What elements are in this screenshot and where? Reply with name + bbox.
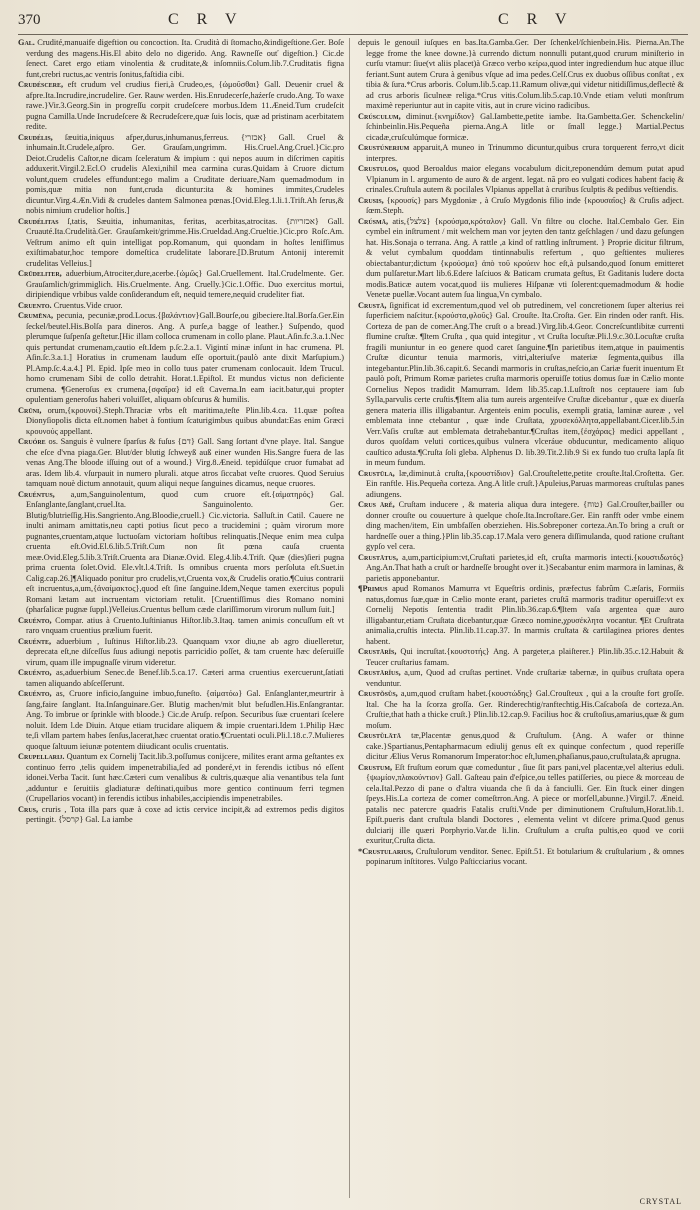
dictionary-entry bbox=[358, 731, 684, 763]
left-column bbox=[18, 38, 344, 1200]
dictionary-entry bbox=[358, 647, 684, 668]
entry-headword: Cruſtum, bbox=[358, 762, 393, 772]
running-head-right: C R V bbox=[498, 11, 574, 28]
entry-headword: Crúſculum, bbox=[358, 111, 401, 121]
dictionary-entry bbox=[18, 490, 344, 616]
dictionary-entry bbox=[18, 437, 344, 490]
entry-text: apparuit,A muneo in Trinummo dicuntur,quibus crura torquerent ferro,vt dicit interpres. bbox=[366, 143, 684, 163]
entry-headword: Cruento. bbox=[18, 300, 52, 310]
entry-text: aduerbium , Iuſtinus Hiſtor.lib.23. Quanquam vxor diu,ne ab agro diuelleretur, deprecata eſt,ne diſceſſus ſuus adiungi nepotis parricidio poſſet, & tam cruente hæc deſeruiſſe virum, quam ille impugnaſſe virum videretur. bbox=[26, 636, 344, 667]
entry-text: quod Beroaldus maior elegans vocabulum dicit,reponendúm demum putat apud Vlpianum in l. argumento de auro & de argent. legat. nā pro eo vulgati codices habent facię & crinales.Cruſtula autem & pocilales Vlpianus appellat à cruribus ſculptis & pedibus veſtiendis. bbox=[366, 164, 684, 194]
dictionary-entry bbox=[18, 637, 344, 669]
dictionary-entry bbox=[358, 584, 684, 647]
entry-text: tæ,Placentæ genus,quod & Cruſtulum. {Ang. A wafer or thinne cake.}Spartianus,Pentapharmacum ediulij genus eſt ex quinque confectum , quod reperiſſe dicitur Ælius Verus Romanorum Imperator:hoc eſt,lumen,phaſianus,pauo,cruſtulata,& aprugna. bbox=[366, 731, 684, 761]
entry-headword: Cruſtŭlātā bbox=[358, 731, 401, 740]
entry-text: a,um,quod cruſtam habet.{κουστώδης} Gal.Crouſteux , qui a la crouſte fort groſſe. Ital. Che ha la ſcorza groſſa. Ger. Rinderechtig/ranftechtig.His.Caſcaboſa de corteza.An. Cruſtie,that hath a thicke cruſt.} Plin.lib.12.cap.9. Facilius hoc & cruſtoſius,amarius,quæ & gum moſum. bbox=[366, 689, 684, 730]
entry-headword: Crudélitas bbox=[18, 216, 59, 226]
dictionary-entry bbox=[18, 616, 344, 637]
entry-text: aduerbium,Atrociter,dure,acerbe.{ὠμῶς} Gal.Cruellement. Ital.Crudelmente. Ger. Grauſamlich/grimmiglich. His.Cruelmente. Ang. Cruelly.}Cic.1.Offic. Duo exercitus mortui, diripiendique vrbibus valde conſiderandum eſt, nequid temere,nequid crudeliter fiat. bbox=[26, 269, 344, 299]
entry-text: eft crudum vel crudius fieri,à Crudeo,es, {ὠμοῦσθαι} Gall. Deuenir cruel & afpre.Ita.Incrudire,incrudelire. Ger. Rauw werden. His.Enrudecerſe,haźerſe crudo.Ang. To waxe rawe.}Vir.3.Georg.Sin in progreſſu corpit crudeſcere morbus.Idem 11.Æneid.Tum crudeſcit pugna Camilla.Unde Incrudeſcere & Recrudeſcere,quæ ſuis locis, quæ ad pristinam acerbitatem redite. bbox=[26, 80, 344, 131]
entry-text: a,um,Sanguinolentum, quod cum cruore eſt.{αἱματηρός} Gal. Enſanglante,ſanglant,cruel.Ita. Sanguinolento. Ger. Blutig/blutrieſſig.His.Sangriento.Ang.Bloodie,cruell.} Cic.victoria. Salluſt.in Catil. Cauere ne inulti animam amittatis,neu capti potius ſicut peco a trucidemini ; quàm virorum more pugnantes,cruentam,atque luctuoſam victoriam hoſtibus relinquatis.[Neque enim mea culpa cruenta eſt.Ovid.El.6.lib.5.Triſt.Cum non ſit pœna cauſa cruenta meæ.Ovid.Eleg.5.lib.3.Triſt.Cruenta ara Dianæ.Ovid. Eleg.4.lib.4.Triſt. Quæ (dies)ſieri pugna prima cruenta ſolet.Ovid. Ele.vlt.l.4.Triſt. Is omnibus cruenta mors perſoluta eſt.Suet.in Calig.cap.26.]¶Aliquado ponitur pro crudelis,vt,Cruenta vox,& Crudelis oratio.¶Cuius contrarii eſt incruentus,a,um,{ἀναίμακτος},quod eſt ſine ſanguine.Idem,Neque tamen exercitus populi Romani lætam aut incruentam victoriam retulit. [Cruentiſſimus dies Romano nomini (pharſalicæ pugnæ ſuppl.)Velleius.Cruentus bellum cæde clariſſimorum virorum nullum ſuit.] bbox=[26, 489, 344, 614]
entry-headword: Cruſtā, bbox=[358, 300, 387, 310]
dictionary-entry bbox=[18, 133, 344, 217]
dictionary-entry bbox=[358, 112, 684, 144]
running-head bbox=[18, 10, 688, 35]
entry-text: atis,{צלצל} {κρούσμα,κρόταλον} Gall. Vn filtre ou cloche. Ital.Cembalo Ger. Ein cymbel ein inſtrument / mit welchem man vor jeyten den tantz geſchlagen / und dazu geſungen hat. His.Sonaja o terrana. Ang. A rattle ,a kind of rattling inſtrument. } Proprie dicitur filtrum, & velut cymbalum quoddam tintinnabulis refertum , quo geſtientes mulieres obiectabantur;dictum {κρούσμα} ἀπὸ τοῦ κρούειν hoc eſt,à pulsando,quod ſonum emitteret dum pulſaretur.Mart lib.6.Edere laſciuos & Baticam crumata geſtus, Et Gaditanis ludere docta modis.Baticæ autem vocat,quod iis mulieres Hiſpanæ vti ſolerent:quemadmodum & hodie Venetæ puellæ.Vocant autem ſua lingua,Vn cymbalo. bbox=[366, 216, 684, 299]
entry-text: Qui incruſtat.{κουστοτής} Ang. A pargeter,a plaiſterer.} Plin.lib.35.c.12.Habuit & Teucer cruſtarius famam. bbox=[366, 647, 684, 667]
entry-headword: Cruénto, bbox=[18, 668, 52, 677]
entry-text: Eſt fruſtum eorum quæ comeduntur , ſiue ſit pars pani,vel placentæ,vel alterius eduli.{ψωμίον,πλακούντιον} Gall. Gaſteau pain d'eſpice,ou telles patiſſeries, ou piece & morceau de cela.Ital.Pezzo di pane o d'altra viuanda che ſi da à fanciulli. Ger. Ein ſtuck einer dingen ſpeys.His.La corteza de comer comeſtrron.Ang. A piece or morſell,abunne.}Virgil.7. Æneid. patalis nec patercre quadris Fatalis cruſti.Vnde per diminutionem Cruſtulum,Horat.lib.1. Epiſt.pueris dant cruſtula blandi Doctores , elementa velint vt diſcere prima.Quod genus dulciarij ille quæri Porphyrio.Var.de li.lin. Cruſtulum a cruſta pultis,eo quod ve corii exuritur,Cruſta dicta. bbox=[366, 762, 684, 845]
entry-text: orum,{κρουνοί}.Steph.Thraciæ vrbs eſt maritima,teſte Plin.lib.4.ca. 11.quæ poſtea Dionyſiopolis dicta eſt.nomen habet à fontium ſcaturigimbus quibus abundat:Eas enim Græci κρουνούς appellant. bbox=[26, 405, 344, 436]
entry-headword: Cruſtŏſŭs, bbox=[358, 689, 398, 698]
dictionary-entry bbox=[18, 311, 344, 406]
dictionary-entry bbox=[18, 269, 344, 301]
entry-headword: Cruſtārĭs, bbox=[358, 647, 397, 656]
dictionary-entry bbox=[18, 301, 344, 312]
entry-text: Crudité,manuaife digeftion ou concoction. Ita. Crudità di ſtomacho,&indigeſtione.Ger. Boſe verdung des magens.His.El abito delo no digerido. Ang. Rawneſſe ouť digeſtion.} Cic.de ſenect. Caret ergo etiam vinolentia & cruditate,& inſomniis.Colum.lib.7.Cruditatis figna funt,crebri ructus,ac ventris ſonitus,faſtidia cibi. bbox=[26, 38, 344, 79]
entry-text: Cruſtulorum venditor. Senec. Epiſt.51. Et botularium & cruſtularium , & omnes popinarum inſtitores. Vulgo Paſticciarius vocant. bbox=[366, 846, 684, 866]
entry-headword: Crusis, bbox=[358, 195, 384, 205]
page-number: 370 bbox=[18, 12, 41, 28]
dictionary-entry bbox=[18, 805, 344, 826]
entry-text: as,aduerbium Senec.de Benef.lib.5.ca.17. Cæteri arma cruentius exercuerunt,ſatiati tamen aliquando abſceſſerunt. bbox=[26, 668, 344, 688]
entry-text: cruris , Tota illa pars quæ à coxe ad ictis cervice incipit,& ad extremos pedis digitos pertingit. {קרסל} Gal. La iambe bbox=[26, 804, 344, 824]
entry-text: depuis le genouil iuſques en bas.Ita.Gamba.Ger. Der ſchenkel/ſchienbein.His. Pierna.An.The legge frome the knee downe.}à currendo dictum nonnulli putant,quod crurum miniſterio in curſu vtamur: ſiue(vt aliis placet)à Græco verbo κείρω,quod inter ingrediendum huc atque illuc feriant.Sunt autem Crura à genibus vſque ad ima pedes.Celſ.Crus ex duobus oſſibus conſtat , ex tibia & ſura.*Crus arboris. Colum.lib.5.cap.11.Ramum olivæ,qui videtur nitidiſſimus,deflectè & ad crus arboris ſiculneæ religa.*Crus vitis.Colum.lib.5.cap.10.Vnde etiam veluti monſtrum maximè reperiuntur aut in capite vitis, aut in crure vicino radicibus. bbox=[358, 38, 684, 110]
dictionary-entry bbox=[358, 763, 684, 847]
dictionary-entry bbox=[358, 301, 684, 469]
entry-text: Cruſtam inducere , & materia aliqua dura integere. {טוח} Gal.Crouſter,bailler ou donner crouſte ou couuerture à quelque choſe.Ita.Incroſtare.Ger. Ein ranfft oder vmbe einem ding machen/item, Ein umbfaſſen oberziehen. His.Sobreponer corteza.An.To bring a cruſt or hardneſſe ouer a thing.}Plin lib.35.cap.17.Mala vero genera diſſimulanda, quod ratione cruſtant gypſo vel cera. bbox=[366, 500, 684, 551]
dictionary-entry bbox=[18, 217, 344, 270]
entry-headword: Cruéntus, bbox=[18, 489, 55, 499]
right-column bbox=[358, 38, 684, 1200]
dictionary-entry bbox=[358, 553, 684, 585]
entry-headword: Crudélis, bbox=[18, 132, 53, 142]
entry-headword: Cruénte, bbox=[18, 636, 52, 646]
entry-text: a,um, Quod ad cruſtas pertinet. Vnde cruſtariæ tabernæ, in quibus cruſtata opera venduntur. bbox=[366, 668, 684, 688]
entry-text: {κρουσίς} pars Mygdoniæ , à Cruſo Mygdonis filio inde {κρουσαῖος} & Cruſis adject. ſœm.Steph. bbox=[366, 195, 684, 215]
entry-headword: Crudéſcere, bbox=[18, 80, 64, 89]
dictionary-entry bbox=[18, 406, 344, 438]
dictionary-entry bbox=[358, 38, 684, 112]
entry-headword: Crus, bbox=[18, 804, 39, 814]
entry-text: Cruentus.Vide cruor. bbox=[53, 300, 123, 310]
entry-text: ſæuitia,iniquus afper,durus,inhumanus,ferreus. {אכזרי} Gall. Cruel & inhumain.It.Crudele,aſpro. Ger. Grauſam,ungrimm. His.Cruel.Ang.Cruel.}Cic.pro Deiot.Crudelis Caſtor,ne dicam ſceleratum & impium : qui nepos auum in diſcrimen capitis adduxerit.Virgil.2.Ecl.O crudelis Alexi,nihil mea carmina curas.Quidam à Cruore dictum volunt,quem crudeles effundunt:ego malim a Cruditate deriuare,Nam quemadmodum in pomis,quæ mitia non funt,cruda dicuntur:ita & homines immites,Crudeles dicuntur.Virg.4.Æn.Vidi & crudeles dantem Salmonea pœnas.[Ovid.Eleg.1.li.1.Triſt.Ah ſerus,& nobis nimium crudelior hoſtis.] bbox=[26, 132, 344, 215]
entry-text: ſ,tatis, Sæuitia, inhumanitas, feritas, acerbitas,atrocitas. {אכזריות} Gall. Cruauté.Ita.Crudelità.Ger. Grauſamkeit/grimme.His.Crueldad.Ang.Crueltie.}Cic.pro Roſc.Am. Veſtrum animo eſt quin intelligat pop.Romanum, qui quondam in hoſtes lenifſimus exiſtimabatur,hoc tempore domeſtica crudelitate laborare.[D.Brutum Antonij interemit crudelitas Velleius.] bbox=[26, 216, 344, 268]
entry-headword: Cruſ ārĕ, bbox=[358, 500, 395, 509]
entry-headword: Cruſtārĭus, bbox=[358, 668, 401, 677]
dictionary-entry bbox=[358, 668, 684, 689]
entry-text: ſignificat id excrementum,quod vel ob putredinem, vel concretionem ſuper alterius rei ſuperficiem naſcitur.{κρούστα,φλοῦς} Gal. Crouſte. Ita.Croſta. Ger. Ein rinden oder ranft. His. Corteza de pan de comer.Ang.The cruſt o a bread.}Virg.lib.4.Geor. Concreſcuntlibitæ currenti flumine cruſtæ. ¶Item Cruſta , qua quid integitur , vt Cruſta locuſtæ.Pli.l.9.c.30.Locuſtæ cruſta fragili muniuntur in eo genere quod caret ſanguine.¶In parietibus item,atque in pauimentis Cruſtæ dicuntur tenuia marmoris, vitri,alteriuſve materiæ ſegmenta,quibus illa integebantur.Plin.lib.36.capit.6. Secandi marmoris in cruſtas,neſcio,an Cariæ fuerit inuentum Et paulò poſt, Primum Romæ parietes cruſta marmoris operuiſſe totius domus ſuæ in Cælio monte Cornelius Nepos tradidit Mamurram. Idem lib.35.cap.1.Luſtroſt nos ceptauere iam ſub Sylla,parvulis certe cruſtis.¶Item alia tum aureis argenteiſve Cruſtæ dicebantur , quæ ex diuerſa genera materia illis illigabantur. Argenteis enim poculis, exempli gratia, laminæ aureæ , vel emblemata inne ctebantur , quæ inde Cruſtata, χρυσεκόλλητα,appellabant.Cicer.lib.5.in Verr.Vaſis cruſtæ aut emblemata detrahebantur.¶Cruſtas item,{ἐσχάρας} medici appellant , duros quoſdam veluti cortices,quibus vulnera vlceráue obducuntur, medicamento aliquo cauſtico adusta.¶Cruſta ſoli gleba. Alphenus D. lib.39.Tit.2.lib.9 Si ex fundo tuo cruſta lapſa ſit in meum fundum. bbox=[366, 300, 684, 467]
entry-headword: Crūdeliter, bbox=[18, 269, 62, 278]
dictionary-entry bbox=[358, 217, 684, 301]
entry-headword: Cruſtúnerium bbox=[358, 143, 410, 152]
entry-headword: Cruſtulos, bbox=[358, 164, 399, 173]
dictionary-entry bbox=[18, 752, 344, 805]
entry-text: apud Romanos Mamurra vt Equeſtris ordinis, præfectus fabrûm C.æſaris, Formiis natus,domus ſuæ,quæ in Cælio monte erant, parietes cruſtā marmoris traditur operuiſſe:vt ex Cornelij Nepotis ſententia tradit Plin.lib.36.cap.6.¶Item vaſa argentea quæ auro illigabantur,etiam Cruſtata dicebantur,quæ Græco nomine,χρυσέκλητα vocantur. ¶Et Cruſtrata animalia,cruſtis intecta. Plin.lib.11.cap.37. In marmis cruſtata & cartilaginea priores dentes habent. bbox=[366, 584, 684, 646]
entry-headword: Cruſtātus, bbox=[358, 552, 399, 562]
running-head-left: C R V bbox=[168, 11, 244, 28]
entry-headword: Crūni, bbox=[18, 405, 42, 415]
entry-headword: ¶Primus bbox=[358, 584, 388, 593]
entry-text: læ,diminut.à cruſta,{κρουστίδιον} Gal.Crouſtelette,petite crouſte.Ital.Croſtetta. Ger. Ein ranftle. His.Pequeña corteza. Ang.A litle cruſt.}Apuleius,Paruas marmoreas cruſtulas panes adiungens. bbox=[366, 468, 684, 499]
entry-headword: Crumēna, bbox=[18, 311, 54, 320]
column-divider bbox=[349, 38, 350, 1198]
entry-headword: Gal. bbox=[18, 38, 35, 47]
dictionary-entry bbox=[358, 847, 684, 868]
dictionary-entry bbox=[18, 668, 344, 689]
dictionary-entry bbox=[18, 38, 344, 80]
entry-headword: Crupellarij. bbox=[18, 752, 65, 761]
dictionary-entry bbox=[358, 196, 684, 217]
catchword: CRYSTAL bbox=[639, 1197, 682, 1206]
entry-headword: Cruénto, bbox=[18, 615, 52, 625]
dictionary-entry bbox=[18, 689, 344, 752]
entry-headword: Cruóre bbox=[18, 437, 46, 446]
dictionary-entry bbox=[358, 143, 684, 164]
entry-text: a,um,participium:vt,Cruſtati parietes,id eſt, cruſta marmoris intecti.{κουστιδωτός} Ang.An.That hath a cruſt or hardneſſe brought over it.}Secabantur enim marmora in laminas, & parietis apponebantur. bbox=[366, 552, 684, 583]
entry-text: Quantum ex Cornelij Tacit.lib.3.poſſumus conijcere, milites erant arma geſtantes ex continuo ferro ,telis quidem impenetrabilia,ſed ad ponderé,vt in ferendis ictibus nó eſſent idonei.Verba Tacit. ſunt hæc.Cæteri cum venalibus & cultris,quæque alia venantibus tela ſunt ,adduntur e ſeruitiis gladiaturæ deſtinati,quibus more gentico continuum ferri tegmen (Crupellarios vocant) in ferendis ictibus inhabiles,accipiendis impenetrabiles. bbox=[26, 752, 344, 803]
dictionary-entry bbox=[358, 164, 684, 196]
entry-text: diminut.{κνημίδιον} Gal.Iambette,petite iambe. Ita.Gambetta.Ger. Schenckelin/ſchinbeinlin.His.Pequeña pierna.Ang.A litle or ſmall legge.} Martial.Pectus cicadæ,cruſculúmque formicæ. bbox=[366, 111, 684, 142]
entry-headword: Cruſtūla, bbox=[358, 468, 395, 478]
entry-headword: Crúſmā, bbox=[358, 216, 389, 226]
dictionary-entry bbox=[18, 80, 344, 133]
dictionary-entry bbox=[358, 469, 684, 501]
entry-text: as, Cruore inficio,ſanguine imbuo,funeſto. {αἱματόω} Gal. Enſanglanter,meurtrir à ſang,faire ſanglant. Ita.Inſanguinare.Ger. Blutig machen/mit blut beſudlen.His.Enſangrantar. Ang. To imbrue or ſprinkle with bloode.} Cic.de Aruſp. reſpon. Securibus ſuæ cruentari ſcelere noluit. Idem l.de Diuin. Atque etiam trucidare aliquem & impie cruentari.Idem 1.Philip Hæc te,ſi vllam partem habes ſenſus,lacerat,hæc cruentat oratio.¶Cruentati oculi.Pli.l.18.c.7.Mulieres quoque ſaltuum ieiunæ potentem diiudicant oculis cruentatis. bbox=[26, 689, 344, 751]
entry-headword: *Cruſtularius, bbox=[358, 846, 414, 856]
entry-text: os. Sanguis è vulnere ſparſus & fuſus {דם} Gall. Sang ſortant d'vne playe. Ital. Sangue che eſce d'vna piaga.Ger. Blut/der blutig ſchweyß auß einer wunden His.Sangre fuera de las venas Ang.The bloode iſſuing out of a wound.} Virg.8.Æneid. tepidúſque cruor fumabat ad aras. Idem lib.4. vſurpauit in numero plurali. atque atros ſiccabat veſte cruores. Quod Seruius tamquam nouè dictum annotauit, quum aliqui neque ſanguines dicamus, neque cruores. bbox=[26, 437, 344, 488]
entry-text: Compar. atius à Cruento.Iuſtinianus Hiſtor.lib.3.Itaq. tamen animis concuſſum eſt vt raro vnquam cruentius prælium fuerit. bbox=[26, 615, 344, 635]
entry-text: pecunia, pecuniæ,prod.Locus.{βαλάντιον}Gall.Bourſe,ou gibeciere.Ital.Borſa.Ger.Ein ſeckel/beutel.His.Bolſa para dineros. Ang. A purſe,a bagge of leather.} Suſpendo, quod plerumque ſuſpenſa geſtetur.[Hic illam colloca crumenam in collo plane. Plaut.Aſin.fc.3.a.1.Nec quis pertundat crumenam,cautio eſt.Idem p.ſc.2.a.1. Vigintí minæ inſunt in hac crumena. Pl. Aſin.ſc.3.a.1.] Horatius in crumenam laudum eſſe oportuit.(paulò ante dixit Marſupium.) Pl.Amp.ſc.4.a.4.] Pl. Epid. Ipſe meo in collo tuus pater crumenam conlocauit. Idem Trucul. homo crumenam Sibi de collo detrahit. Horat.1.Epiſtol. Et mundus victus non deficiente crumena. ¶Generoſus ex crumena,{σφαῖρα} id eſt Caverna.In eam iacit.batur,qui propter opulentiam generoſus haberi voluiſſet, aliquam obſcurus & humilis. bbox=[26, 311, 344, 404]
dictionary-entry bbox=[358, 689, 684, 731]
entry-headword: Cruénto, bbox=[18, 689, 52, 698]
dictionary-entry bbox=[358, 500, 684, 553]
